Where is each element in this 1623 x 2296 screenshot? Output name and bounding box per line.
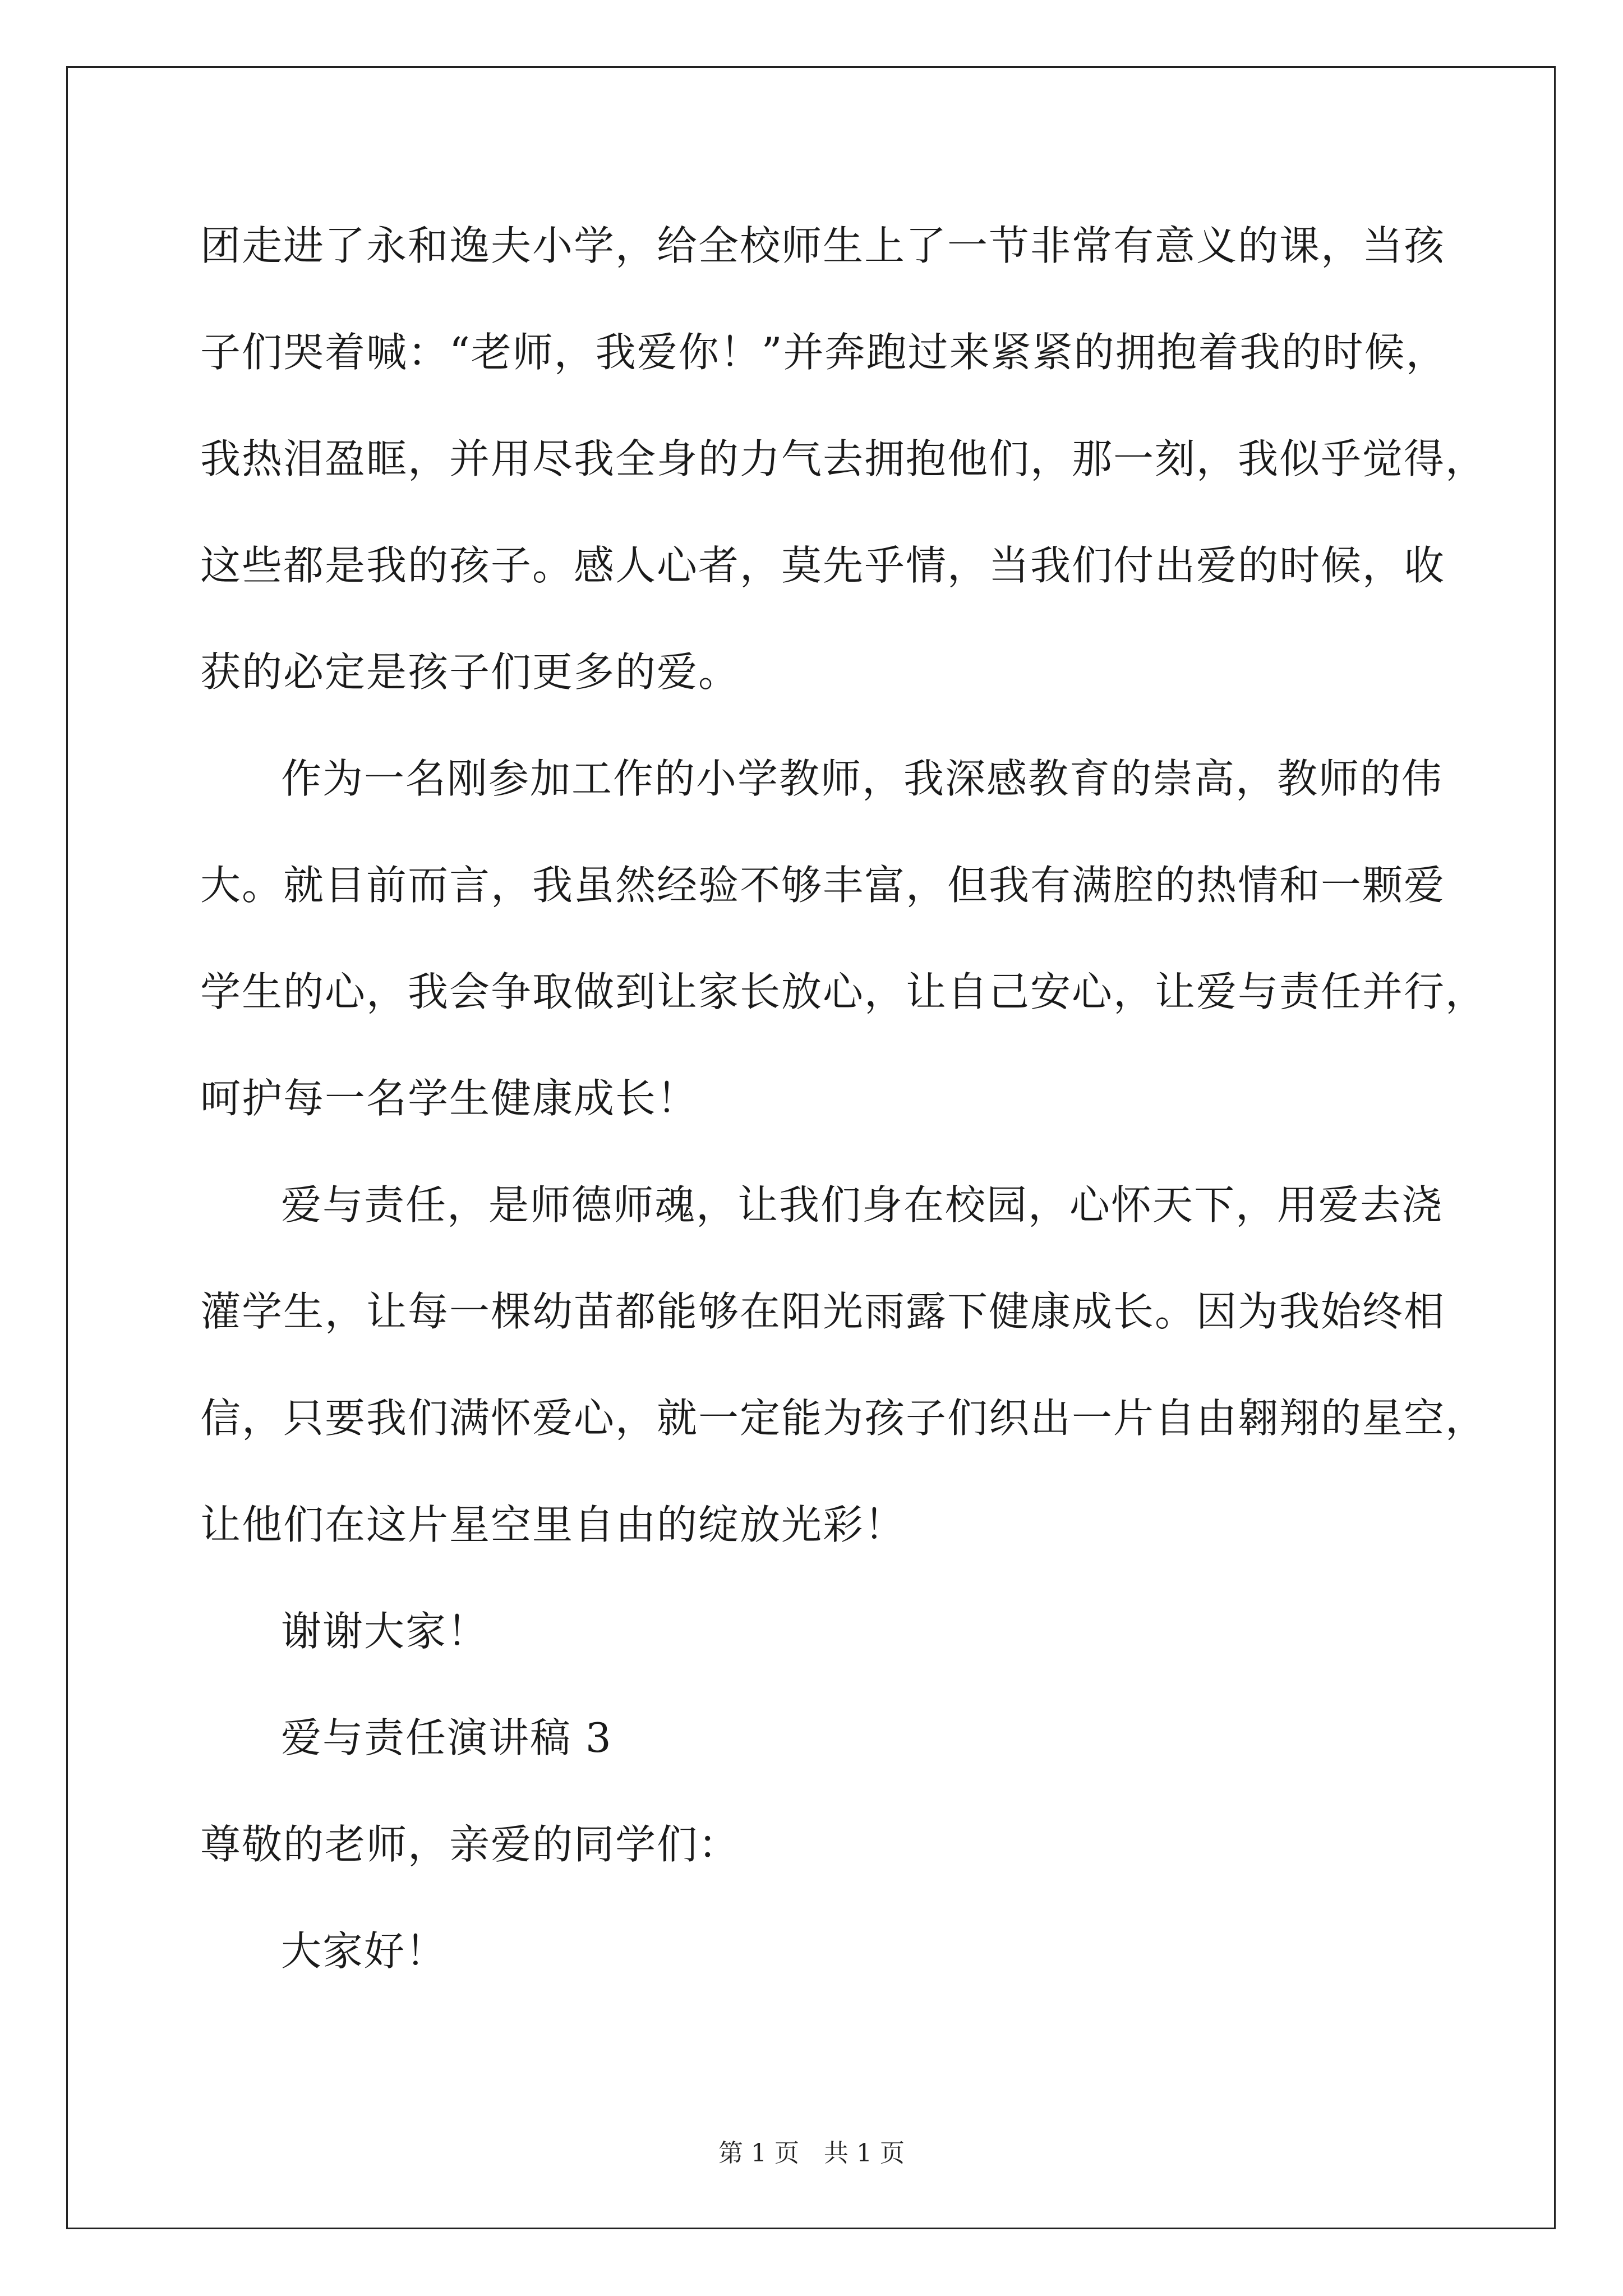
text-line: 爱与责任演讲稿 3 — [281, 1714, 612, 1761]
text-line: 我热泪盈眶，并用尽我全身的力气去拥抱他们，那一刻，我似乎觉得， — [200, 435, 1487, 482]
text-line: 尊敬的老师，亲爱的同学们： — [200, 1821, 740, 1868]
text-line: 获的必定是孩子们更多的爱。 — [200, 648, 740, 696]
document-body — [200, 218, 1487, 2030]
text-line: 这些都是我的孩子。感人心者，莫先乎情，当我们付出爱的时候，收 — [200, 542, 1446, 589]
text-line: 大家好！ — [281, 1927, 448, 1975]
text-line: 谢谢大家！ — [281, 1608, 489, 1655]
text-line: 爱与责任，是师德师魂，让我们身在校园，心怀天下，用爱去浇 — [281, 1181, 1444, 1228]
text-line: 子们哭着喊：“老师，我爱你！”并奔跑过来紧紧的拥抱着我的时候， — [200, 329, 1447, 376]
text-line: 呵护每一名学生健康成长！ — [200, 1075, 699, 1122]
text-line: 灌学生，让每一棵幼苗都能够在阳光雨露下健康成长。因为我始终相 — [200, 1288, 1446, 1335]
text-line: 信，只要我们满怀爱心，就一定能为孩子们织出一片自由翱翔的星空， — [200, 1395, 1487, 1442]
text-line: 大。就目前而言，我虽然经验不够丰富，但我有满腔的热情和一颗爱 — [200, 862, 1446, 909]
text-line: 学生的心，我会争取做到让家长放心，让自己安心，让爱与责任并行， — [200, 968, 1487, 1015]
text-line: 让他们在这片星空里自由的绽放光彩！ — [200, 1501, 906, 1548]
page-footer: 第 1 页 共 1 页 — [718, 2139, 905, 2168]
text-line: 团走进了永和逸夫小学，给全校师生上了一节非常有意义的课，当孩 — [200, 222, 1446, 269]
text-line: 作为一名刚参加工作的小学教师，我深感教育的崇高，教师的伟 — [281, 755, 1444, 802]
